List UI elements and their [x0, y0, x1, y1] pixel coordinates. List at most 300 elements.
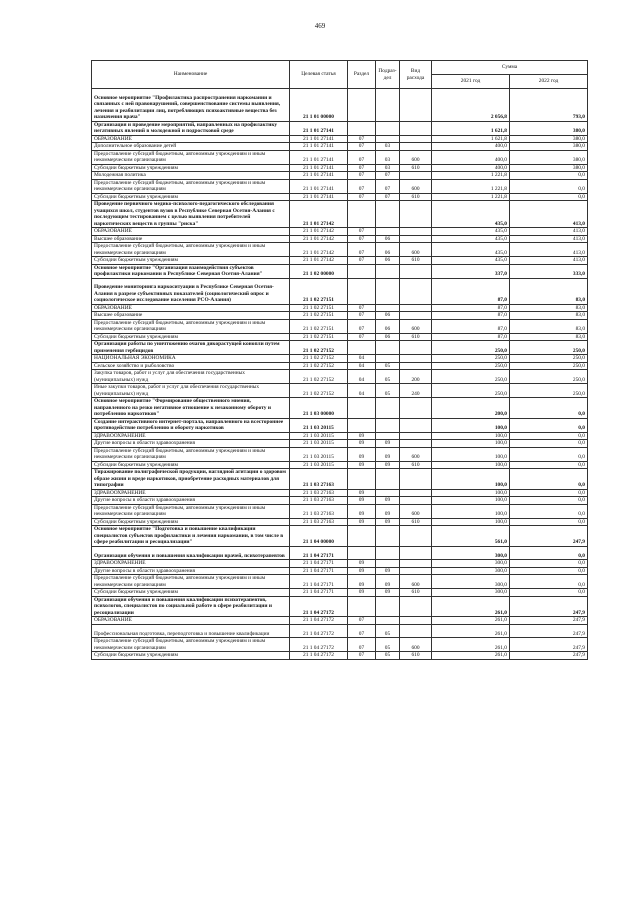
cell-name: Основное мероприятие "Формирование общественного мнения, направленного на резко негативное отношение к незаконному обороту и потреблению наркотиков" [92, 398, 290, 419]
cell-target: 21 1 04 27172 [290, 596, 348, 617]
cell-2022: 0,0 [510, 518, 588, 526]
cell-section [348, 201, 376, 228]
cell-exptype [400, 497, 432, 505]
cell-exptype: 600 [400, 243, 432, 257]
cell-2022: 0,0 [510, 432, 588, 440]
table-row [92, 624, 588, 638]
cell-target: 21 1 03 27163 [290, 469, 348, 490]
cell-2022: 83,0 [510, 304, 588, 312]
cell-target: 21 1 02 27152 [290, 362, 348, 370]
cell-subsection: 06 [376, 312, 400, 320]
cell-2022: 0,0 [510, 567, 588, 575]
table-row [92, 304, 588, 312]
table-row [92, 341, 588, 355]
cell-2021: 1 621,8 [432, 135, 510, 143]
cell-section [348, 341, 376, 355]
table-row [92, 312, 588, 320]
table-row [92, 461, 588, 469]
cell-2022: 0,0 [510, 489, 588, 497]
cell-target: 21 1 03 27163 [290, 489, 348, 497]
cell-subsection: 09 [376, 497, 400, 505]
cell-2021: 1 221,8 [432, 179, 510, 193]
cell-section: 04 [348, 370, 376, 384]
table-row [92, 398, 588, 419]
table-row [92, 243, 588, 257]
cell-section: 04 [348, 362, 376, 370]
cell-subsection [376, 135, 400, 143]
table-row [92, 560, 588, 568]
cell-name: НАЦИОНАЛЬНАЯ ЭКОНОМИКА [92, 355, 290, 363]
cell-name: ЗДРАВООХРАНЕНИЕ [92, 560, 290, 568]
cell-name: ОБРАЗОВАНИЕ [92, 228, 290, 236]
header-subsection: Подраз-дел [376, 61, 400, 89]
cell-target: 21 1 03 20115 [290, 461, 348, 469]
cell-exptype: 610 [400, 518, 432, 526]
cell-2022: 333,0 [510, 264, 588, 278]
cell-exptype: 600 [400, 150, 432, 164]
table-row [92, 432, 588, 440]
cell-name: Высшее образование [92, 235, 290, 243]
cell-2021: 337,0 [432, 264, 510, 278]
cell-exptype [400, 560, 432, 568]
cell-2021: 100,0 [432, 440, 510, 448]
cell-exptype: 610 [400, 589, 432, 597]
cell-target: 21 1 02 27152 [290, 341, 348, 355]
cell-exptype [400, 278, 432, 304]
cell-subsection: 05 [376, 652, 400, 660]
cell-section: 09 [348, 560, 376, 568]
cell-section [348, 596, 376, 617]
cell-name: Субсидии бюджетным учреждениям [92, 652, 290, 660]
cell-exptype: 610 [400, 461, 432, 469]
cell-2021: 300,0 [432, 589, 510, 597]
table-row [92, 497, 588, 505]
cell-2021: 300,0 [432, 560, 510, 568]
header-exptype: Вид расхода [400, 61, 432, 89]
cell-exptype [400, 143, 432, 151]
table-row [92, 143, 588, 151]
cell-2021: 100,0 [432, 469, 510, 490]
cell-target: 21 1 04 27172 [290, 638, 348, 652]
cell-exptype: 610 [400, 333, 432, 341]
table-row [92, 264, 588, 278]
cell-target: 21 1 02 27151 [290, 304, 348, 312]
cell-target: 21 1 04 27171 [290, 575, 348, 589]
cell-2022: 380,0 [510, 121, 588, 135]
cell-target: 21 1 03 20115 [290, 447, 348, 461]
cell-2021: 2 056,8 [432, 89, 510, 122]
cell-section [348, 89, 376, 122]
cell-target: 21 1 01 27141 [290, 143, 348, 151]
cell-target: 21 1 03 20115 [290, 418, 348, 432]
cell-target: 21 1 01 27141 [290, 179, 348, 193]
cell-2021: 100,0 [432, 504, 510, 518]
cell-target: 21 1 02 27151 [290, 278, 348, 304]
cell-subsection [376, 560, 400, 568]
cell-section: 09 [348, 589, 376, 597]
cell-section: 07 [348, 172, 376, 180]
cell-subsection: 09 [376, 567, 400, 575]
cell-2021: 87,0 [432, 304, 510, 312]
cell-name: Субсидии бюджетным учреждениям [92, 164, 290, 172]
table-row [92, 235, 588, 243]
cell-subsection: 03 [376, 164, 400, 172]
cell-exptype [400, 355, 432, 363]
cell-target: 21 1 02 27152 [290, 384, 348, 398]
cell-name: ОБРАЗОВАНИЕ [92, 135, 290, 143]
cell-target: 21 1 01 27141 [290, 193, 348, 201]
cell-subsection: 03 [376, 143, 400, 151]
page-number: 469 [314, 22, 326, 30]
cell-2022: 413,0 [510, 235, 588, 243]
cell-2022: 247,9 [510, 526, 588, 547]
table-row [92, 278, 588, 304]
cell-exptype [400, 264, 432, 278]
cell-2022: 0,0 [510, 172, 588, 180]
cell-subsection: 07 [376, 172, 400, 180]
header-2021: 2021 год [432, 75, 510, 89]
cell-target: 21 1 02 27152 [290, 355, 348, 363]
cell-target: 21 1 04 27171 [290, 560, 348, 568]
cell-2022: 83,0 [510, 278, 588, 304]
cell-target: 21 1 03 27163 [290, 504, 348, 518]
cell-2022: 83,0 [510, 319, 588, 333]
cell-target: 21 1 04 27171 [290, 567, 348, 575]
cell-2022: 380,0 [510, 135, 588, 143]
cell-2021: 250,0 [432, 370, 510, 384]
cell-2022: 0,0 [510, 589, 588, 597]
cell-section [348, 526, 376, 547]
cell-name: Организация работы по уничтожению очагов дикорастущей конопли путем применения гербицидов [92, 341, 290, 355]
cell-exptype [400, 89, 432, 122]
cell-name: Проведение мониторинга наркоситуации в Республике Северная Осетия-Алания в разрезе субъективных показателей (социологический опрос и социологическое исследование населения РСО-Алания) [92, 278, 290, 304]
cell-2022: 83,0 [510, 312, 588, 320]
cell-subsection: 03 [376, 150, 400, 164]
cell-subsection [376, 596, 400, 617]
cell-target: 21 1 04 27172 [290, 652, 348, 660]
cell-section [348, 264, 376, 278]
cell-target: 21 1 04 27171 [290, 589, 348, 597]
cell-2021: 100,0 [432, 432, 510, 440]
table-row [92, 589, 588, 597]
cell-2021: 300,0 [432, 546, 510, 560]
cell-name: Субсидии бюджетным учреждениям [92, 518, 290, 526]
cell-name: Предоставление субсидий бюджетным, автономным учреждениям и иным некоммерческим организациям [92, 504, 290, 518]
cell-section: 07 [348, 257, 376, 265]
cell-name: Иные закупки товаров, работ и услуг для обеспечения государственных (муниципальных) нужд [92, 384, 290, 398]
cell-section: 07 [348, 235, 376, 243]
header-sum: Сумма [432, 61, 588, 75]
cell-subsection [376, 341, 400, 355]
table-row [92, 362, 588, 370]
cell-2022: 250,0 [510, 341, 588, 355]
cell-subsection: 09 [376, 518, 400, 526]
cell-subsection [376, 264, 400, 278]
cell-section: 09 [348, 432, 376, 440]
cell-2021: 100,0 [432, 461, 510, 469]
cell-exptype: 610 [400, 257, 432, 265]
cell-section: 07 [348, 228, 376, 236]
cell-name: Профессиональная подготовка, переподготовка и повышение квалификации [92, 624, 290, 638]
cell-name: Другие вопросы в области здравоохранения [92, 440, 290, 448]
cell-target: 21 1 01 27141 [290, 164, 348, 172]
cell-subsection [376, 432, 400, 440]
cell-2021: 300,0 [432, 575, 510, 589]
cell-target: 21 1 01 27141 [290, 150, 348, 164]
cell-2021: 250,0 [432, 362, 510, 370]
table-row [92, 228, 588, 236]
cell-2021: 261,0 [432, 596, 510, 617]
cell-2022: 0,0 [510, 497, 588, 505]
cell-subsection [376, 201, 400, 228]
table-row [92, 546, 588, 560]
table-row [92, 418, 588, 432]
cell-exptype [400, 489, 432, 497]
cell-target: 21 1 01 27142 [290, 243, 348, 257]
table-row [92, 652, 588, 660]
cell-section: 07 [348, 319, 376, 333]
cell-2021: 250,0 [432, 341, 510, 355]
table-row [92, 370, 588, 384]
cell-target: 21 1 04 27172 [290, 624, 348, 638]
cell-subsection: 06 [376, 235, 400, 243]
cell-section: 09 [348, 504, 376, 518]
cell-exptype [400, 469, 432, 490]
table-row [92, 172, 588, 180]
cell-2022: 413,0 [510, 228, 588, 236]
cell-target: 21 1 01 27141 [290, 121, 348, 135]
cell-section: 07 [348, 164, 376, 172]
cell-exptype [400, 172, 432, 180]
table-row [92, 440, 588, 448]
table-row [92, 201, 588, 228]
cell-name: Молодежная политика [92, 172, 290, 180]
table-row [92, 319, 588, 333]
cell-subsection [376, 526, 400, 547]
cell-subsection: 09 [376, 440, 400, 448]
cell-section: 09 [348, 567, 376, 575]
cell-subsection [376, 398, 400, 419]
cell-name: ЗДРАВООХРАНЕНИЕ [92, 432, 290, 440]
cell-section: 07 [348, 304, 376, 312]
cell-section: 04 [348, 355, 376, 363]
cell-exptype: 610 [400, 652, 432, 660]
cell-subsection: 05 [376, 370, 400, 384]
cell-subsection [376, 121, 400, 135]
cell-2022: 247,9 [510, 596, 588, 617]
cell-name: Предоставление субсидий бюджетным, автономным учреждениям и иным некоммерческим организациям [92, 575, 290, 589]
cell-exptype [400, 304, 432, 312]
cell-name: Основное мероприятие "Организация взаимодействия субъектов профилактики наркомании в Республике Северная Осетия-Алания" [92, 264, 290, 278]
cell-name: Основное мероприятие "Подготовка и повышение квалификации специалистов субъектов профилактики и лечения наркомании, в том числе в сфере реабилитации и ресоциализации" [92, 526, 290, 547]
cell-2022: 250,0 [510, 384, 588, 398]
cell-2022: 0,0 [510, 461, 588, 469]
cell-exptype [400, 418, 432, 432]
cell-name: Субсидии бюджетным учреждениям [92, 461, 290, 469]
cell-name: Предоставление субсидий бюджетным, автономным учреждениям и иным некоммерческим организациям [92, 243, 290, 257]
cell-exptype [400, 440, 432, 448]
cell-2022: 0,0 [510, 447, 588, 461]
cell-subsection: 09 [376, 461, 400, 469]
cell-name: Субсидии бюджетным учреждениям [92, 257, 290, 265]
cell-exptype [400, 201, 432, 228]
cell-exptype [400, 596, 432, 617]
cell-section: 07 [348, 243, 376, 257]
table-row [92, 469, 588, 490]
cell-2021: 261,0 [432, 652, 510, 660]
cell-name: Другие вопросы в области здравоохранения [92, 567, 290, 575]
table-row [92, 333, 588, 341]
cell-exptype [400, 341, 432, 355]
cell-2021: 400,0 [432, 150, 510, 164]
cell-exptype [400, 546, 432, 560]
cell-2022: 250,0 [510, 370, 588, 384]
cell-exptype [400, 362, 432, 370]
cell-2021: 250,0 [432, 355, 510, 363]
cell-2022: 0,0 [510, 546, 588, 560]
cell-subsection [376, 278, 400, 304]
cell-target: 21 1 01 27142 [290, 201, 348, 228]
cell-exptype: 610 [400, 164, 432, 172]
cell-2021: 100,0 [432, 447, 510, 461]
cell-target: 21 1 02 27151 [290, 312, 348, 320]
cell-target: 21 1 04 00000 [290, 526, 348, 547]
cell-section: 09 [348, 440, 376, 448]
cell-name: Предоставление субсидий бюджетным, автономным учреждениям и иным некоммерческим организациям [92, 319, 290, 333]
cell-name: Субсидии бюджетным учреждениям [92, 333, 290, 341]
budget-table [91, 60, 588, 660]
table-row [92, 121, 588, 135]
cell-2022: 793,0 [510, 89, 588, 122]
cell-2021: 250,0 [432, 384, 510, 398]
cell-target: 21 1 01 27142 [290, 257, 348, 265]
cell-2022: 0,0 [510, 179, 588, 193]
cell-section: 09 [348, 461, 376, 469]
table-body [92, 89, 588, 660]
cell-section: 07 [348, 333, 376, 341]
cell-2022: 0,0 [510, 418, 588, 432]
cell-name: Организация и проведение мероприятий, направленных на профилактику негативных явлений в молодежной и подростковой среде [92, 121, 290, 135]
cell-subsection [376, 418, 400, 432]
cell-exptype [400, 121, 432, 135]
cell-target: 21 1 03 27163 [290, 518, 348, 526]
cell-2022: 0,0 [510, 469, 588, 490]
cell-name: Организация обучения и повышения квалификации врачей, психотерапевтов [92, 546, 290, 560]
table-row [92, 504, 588, 518]
cell-2022: 380,0 [510, 143, 588, 151]
cell-name: Предоставление субсидий бюджетным, автономным учреждениям и иным некоммерческим организациям [92, 638, 290, 652]
cell-exptype [400, 624, 432, 638]
cell-2022: 247,9 [510, 624, 588, 638]
cell-exptype: 200 [400, 370, 432, 384]
cell-target: 21 1 02 00000 [290, 264, 348, 278]
cell-exptype [400, 235, 432, 243]
cell-target: 21 1 01 27141 [290, 172, 348, 180]
cell-subsection: 07 [376, 193, 400, 201]
cell-2021: 435,0 [432, 243, 510, 257]
cell-subsection: 06 [376, 243, 400, 257]
cell-2021: 561,0 [432, 526, 510, 547]
cell-subsection: 07 [376, 179, 400, 193]
cell-section [348, 418, 376, 432]
cell-2021: 261,0 [432, 638, 510, 652]
cell-2022: 0,0 [510, 193, 588, 201]
cell-target: 21 1 03 20115 [290, 440, 348, 448]
cell-exptype: 600 [400, 504, 432, 518]
cell-2021: 261,0 [432, 617, 510, 625]
cell-2021: 400,0 [432, 164, 510, 172]
cell-section: 07 [348, 652, 376, 660]
cell-exptype [400, 567, 432, 575]
cell-subsection [376, 228, 400, 236]
cell-2021: 435,0 [432, 235, 510, 243]
cell-subsection: 05 [376, 638, 400, 652]
cell-2021: 1 221,8 [432, 172, 510, 180]
table-row [92, 489, 588, 497]
cell-2022: 0,0 [510, 398, 588, 419]
cell-section: 07 [348, 624, 376, 638]
cell-subsection: 06 [376, 333, 400, 341]
cell-section: 07 [348, 193, 376, 201]
cell-target: 21 1 01 27142 [290, 235, 348, 243]
cell-section [348, 398, 376, 419]
cell-target: 21 1 03 27163 [290, 497, 348, 505]
cell-2021: 1 621,8 [432, 121, 510, 135]
cell-2021: 100,0 [432, 489, 510, 497]
cell-name: Сельское хозяйство и рыболовство [92, 362, 290, 370]
cell-name: Основное мероприятие "Профилактика распространения наркомании и связанных с ней правонарушений, совершенствование системы выявления, лечения и реабилитации лиц, потребляющих психоактивные вещества без назначения врача" [92, 89, 290, 122]
cell-subsection: 09 [376, 589, 400, 597]
cell-exptype [400, 398, 432, 419]
cell-section [348, 546, 376, 560]
table-row [92, 617, 588, 625]
cell-section: 09 [348, 497, 376, 505]
cell-2021: 261,0 [432, 624, 510, 638]
cell-exptype: 240 [400, 384, 432, 398]
cell-2022: 0,0 [510, 560, 588, 568]
cell-name: Дополнительное образование детей [92, 143, 290, 151]
cell-target: 21 1 02 27151 [290, 319, 348, 333]
cell-section: 07 [348, 135, 376, 143]
cell-subsection [376, 89, 400, 122]
cell-subsection: 05 [376, 624, 400, 638]
cell-2022: 247,9 [510, 652, 588, 660]
cell-exptype: 600 [400, 179, 432, 193]
cell-target: 21 1 03 20115 [290, 432, 348, 440]
cell-target: 21 1 04 27171 [290, 546, 348, 560]
table-row [92, 596, 588, 617]
cell-2022: 413,0 [510, 257, 588, 265]
table-row [92, 150, 588, 164]
table-row [92, 179, 588, 193]
cell-section: 07 [348, 143, 376, 151]
cell-name: Проведение первичного медико-психолого-педагогического обследования учащихся школ, студентов вузов в Республике Северная Осетия-Алания с последующим тестированием с целью выявления потребителей наркотических веществ в группы "риска" [92, 201, 290, 228]
cell-2022: 0,0 [510, 440, 588, 448]
cell-name: Закупка товаров, работ и услуг для обеспечения государственных (муниципальных) нужд [92, 370, 290, 384]
cell-section: 07 [348, 638, 376, 652]
cell-2022: 83,0 [510, 333, 588, 341]
table-row [92, 447, 588, 461]
cell-2021: 87,0 [432, 278, 510, 304]
cell-2021: 87,0 [432, 312, 510, 320]
cell-2021: 100,0 [432, 418, 510, 432]
cell-2022: 380,0 [510, 164, 588, 172]
header-2022: 2022 год [510, 75, 588, 89]
cell-exptype: 600 [400, 319, 432, 333]
cell-subsection: 09 [376, 504, 400, 518]
cell-subsection [376, 469, 400, 490]
cell-2022: 0,0 [510, 504, 588, 518]
